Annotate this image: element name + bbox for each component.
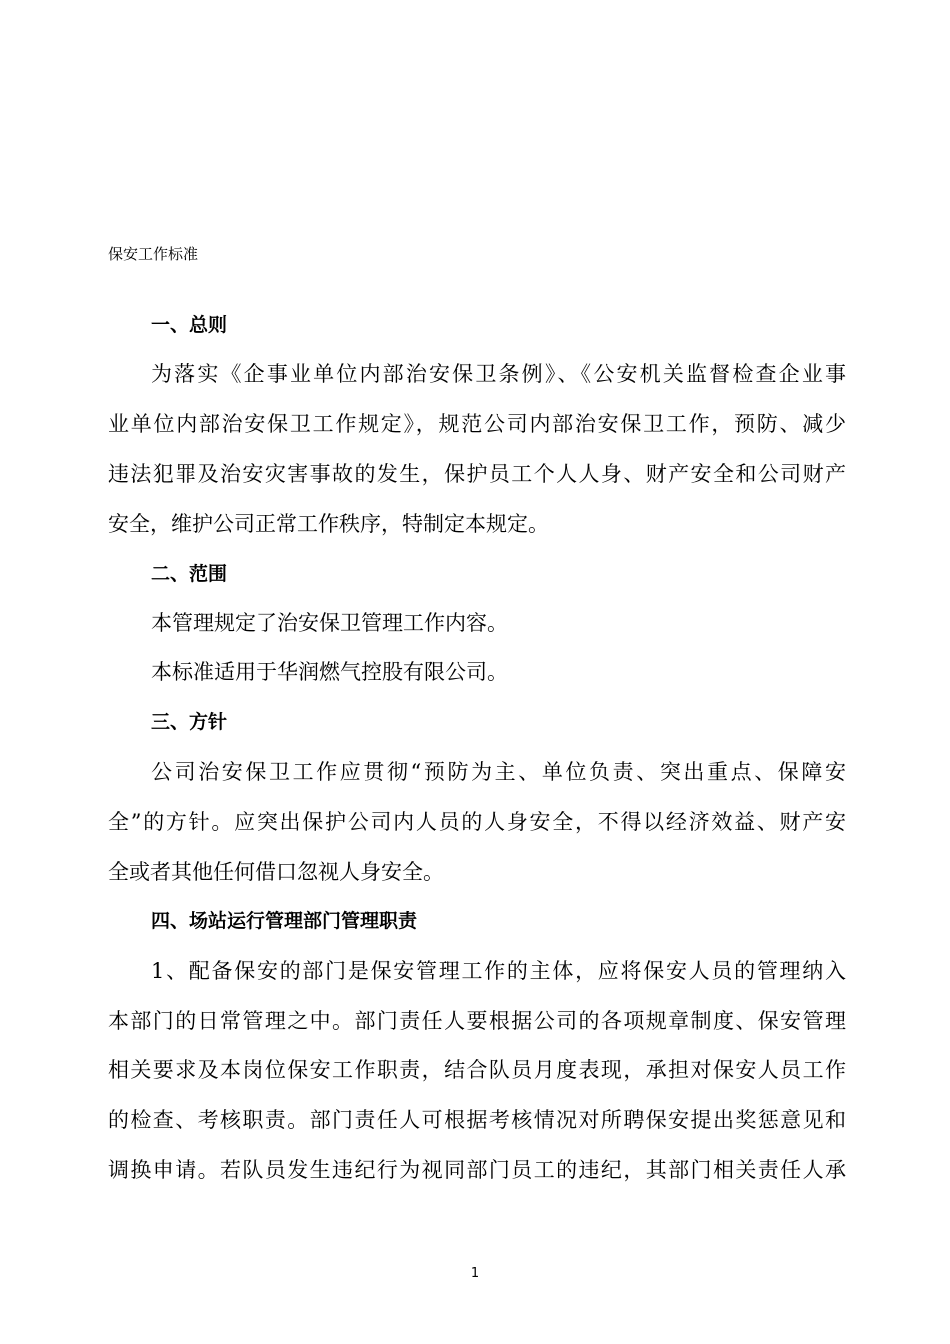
section-heading-general: 一、总则 [151, 314, 228, 336]
section-heading-responsibilities: 四、场站运行管理部门管理职责 [151, 910, 418, 932]
section-heading-policy: 三、方针 [151, 711, 228, 733]
paragraph-line: 业单位内部治安保卫工作规定》，规范公司内部治安保卫工作，预防、减少 [108, 412, 846, 436]
paragraph-line: 违法犯罪及治安灾害事故的发生，保护员工个人人身、财产安全和公司财产 [108, 462, 846, 486]
document-title: 保安工作标准 [108, 245, 199, 263]
page-number: 1 [470, 1266, 480, 1281]
paragraph-line: 1、配备保安的部门是保安管理工作的主体，应将保安人员的管理纳入 [151, 959, 846, 983]
paragraph-line: 相关要求及本岗位保安工作职责，结合队员月度表现，承担对保安人员工作 [108, 1058, 846, 1082]
paragraph-line: 调换申请。若队员发生违纪行为视同部门员工的违纪，其部门相关责任人承 [108, 1158, 846, 1182]
paragraph-line: 本部门的日常管理之中。部门责任人要根据公司的各项规章制度、保安管理 [108, 1009, 846, 1033]
paragraph-line: 全或者其他任何借口忽视人身安全。 [108, 860, 444, 884]
paragraph-line: 全”的方针。应突出保护公司内人员的人身安全，不得以经济效益、财产安 [108, 810, 846, 834]
paragraph-line: 安全，维护公司正常工作秩序，特制定本规定。 [108, 512, 549, 536]
section-heading-scope: 二、范围 [151, 563, 228, 585]
paragraph-line: 为落实《企事业单位内部治安保卫条例》、《公安机关监督检查企业事 [151, 362, 846, 386]
paragraph-line: 的检查、考核职责。部门责任人可根据考核情况对所聘保安提出奖惩意见和 [108, 1108, 846, 1132]
paragraph-line: 本标准适用于华润燃气控股有限公司。 [151, 660, 508, 684]
paragraph-line: 本管理规定了治安保卫管理工作内容。 [151, 611, 508, 635]
paragraph-line: 公司治安保卫工作应贯彻“预防为主、单位负责、突出重点、保障安 [151, 760, 846, 784]
